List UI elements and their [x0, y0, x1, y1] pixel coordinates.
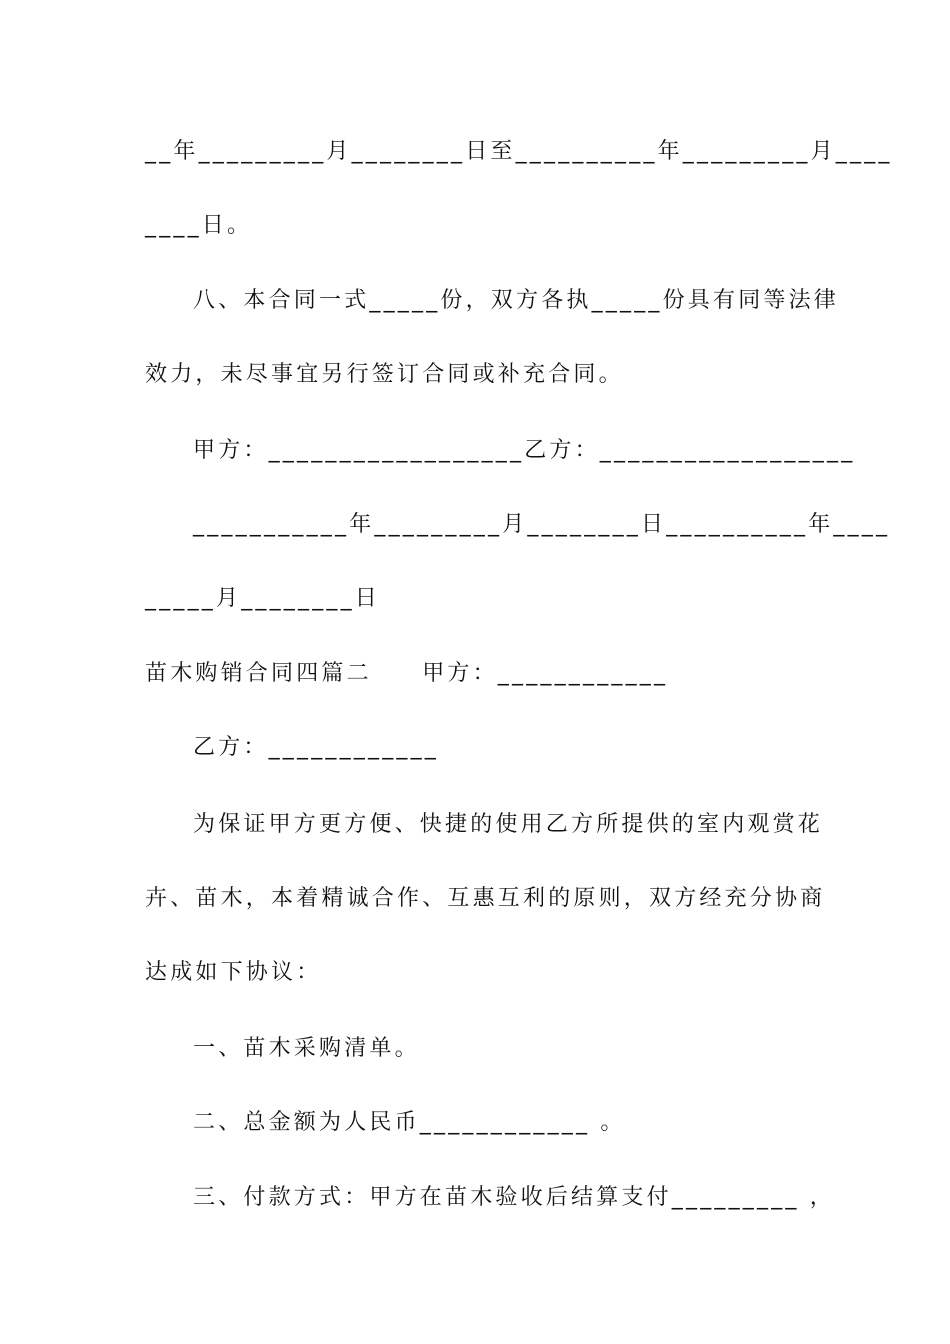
- signature-dates: ___________年_________月________日__________年____: [193, 512, 891, 537]
- clause-8: 八、本合同一式_____份，双方各执_____份具有同等法律: [193, 288, 840, 313]
- clause-2: 二、总金额为人民币____________ 。: [193, 1110, 626, 1135]
- preamble-line-2: 卉、苗木，本着精诚合作、互惠互利的原则，双方经充分协商: [145, 886, 826, 911]
- party-signatures: 甲方：__________________乙方：__________________: [193, 438, 856, 463]
- preamble-line-3: 达成如下协议：: [145, 960, 322, 985]
- text-line-date-range-end: ____日。: [145, 213, 253, 238]
- clause-1: 一、苗木采购清单。: [193, 1036, 420, 1061]
- party-b: 乙方：____________: [193, 735, 440, 760]
- preamble-line-1: 为保证甲方更方便、快捷的使用乙方所提供的室内观赏花: [193, 812, 824, 837]
- clause-3: 三、付款方式：甲方在苗木验收后结算支付_________ ，: [193, 1185, 835, 1210]
- clause-8-continued: 效力，未尽事宜另行签订合同或补充合同。: [145, 362, 624, 387]
- section-title: 苗木购销合同四篇二 甲方：____________: [145, 661, 669, 686]
- signature-dates-continued: _____月________日: [145, 586, 381, 611]
- text-line-date-range: __年_________月________日至__________年_________月____: [145, 139, 893, 164]
